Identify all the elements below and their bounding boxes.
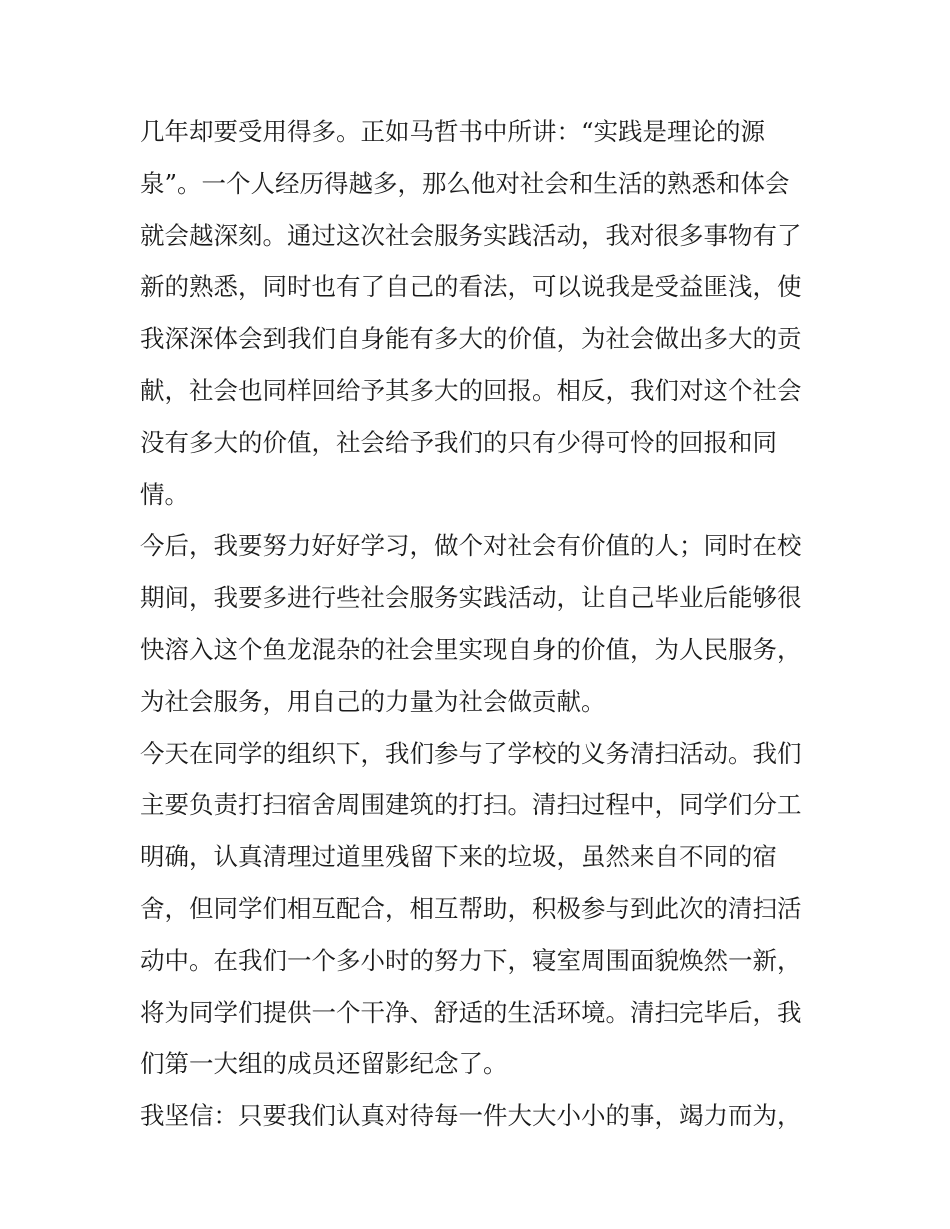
text-line-6: 献，社会也同样回给予其多大的回报。相反，我们对这个社会 bbox=[140, 375, 802, 405]
text-line-17: 动中。在我们一个多小时的努力下，寝室周围面貌焕然一新， bbox=[140, 945, 802, 975]
text-line-18: 将为同学们提供一个干净、舒适的生活环境。清扫完毕后，我 bbox=[140, 997, 802, 1027]
text-line-9: 今后，我要努力好好学习，做个对社会有价值的人；同时在校 bbox=[140, 531, 802, 561]
document-body bbox=[140, 106, 820, 1142]
text-line-16: 舍，但同学们相互配合，相互帮助，积极参与到此次的清扫活 bbox=[140, 893, 802, 923]
text-line-2: 泉”。一个人经历得越多，那么他对社会和生活的熟悉和体会 bbox=[140, 168, 790, 198]
text-line-4: 新的熟悉，同时也有了自己的看法，可以说我是受益匪浅，使 bbox=[140, 272, 802, 302]
text-line-20: 我坚信：只要我们认真对待每一件大大小小的事，竭力而为， bbox=[140, 1101, 802, 1131]
text-line-13: 今天在同学的组织下，我们参与了学校的义务清扫活动。我们 bbox=[140, 738, 802, 768]
text-line-19: 们第一大组的成员还留影纪念了。 bbox=[140, 1049, 508, 1079]
text-line-1: 几年却要受用得多。正如马哲书中所讲：“实践是理论的源 bbox=[140, 117, 766, 146]
text-line-15: 明确，认真清理过道里残留下来的垃圾，虽然来自不同的宿 bbox=[140, 842, 777, 872]
text-line-11: 快溶入这个鱼龙混杂的社会里实现自身的价值，为人民服务， bbox=[140, 634, 802, 664]
text-line-5: 我深深体会到我们自身能有多大的价值，为社会做出多大的贡 bbox=[140, 324, 802, 354]
text-line-3: 就会越深刻。通过这次社会服务实践活动，我对很多事物有了 bbox=[140, 220, 802, 250]
text-line-14: 主要负责打扫宿舍周围建筑的打扫。清扫过程中，同学们分工 bbox=[140, 790, 802, 820]
text-line-12: 为社会服务，用自己的力量为社会做贡献。 bbox=[140, 686, 606, 716]
text-line-10: 期间，我要多进行些社会服务实践活动，让自己毕业后能够很 bbox=[140, 583, 802, 613]
text-line-7: 没有多大的价值，社会给予我们的只有少得可怜的回报和同 bbox=[140, 427, 777, 457]
text-line-8: 情。 bbox=[140, 479, 189, 509]
